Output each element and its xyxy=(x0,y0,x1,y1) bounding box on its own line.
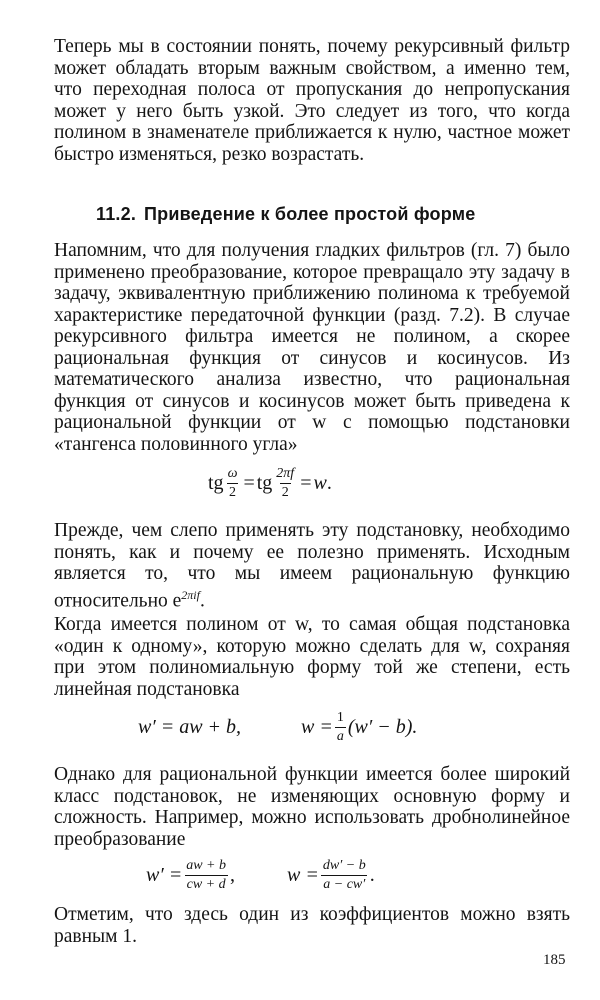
formula-3-right-lhs: w = xyxy=(287,864,319,886)
formula-2-frac-num: 1 xyxy=(336,710,344,725)
formula-1-two-b: 2 xyxy=(281,485,289,500)
formula-2-right-lhs: w = xyxy=(301,716,333,738)
intro-paragraph: Теперь мы в состоянии понять, почему рекурсивный фильтр может обладать вторым важным свойством, а именно тем, что переходная полоса от пропускания до непропускания может у него быть узкой. Это следует из того, что когда полином в знаменателе приближается к нулю, частное может быстро изменяться, резко возрастать. xyxy=(54,36,570,165)
paragraph-3: Когда имеется полином от w, то самая общая подстановка «один к одному», которую можно сделать для w, сохраняя при этом полиномиальную форму той же степени, есть линейная подстановка xyxy=(54,614,570,700)
formula-1-eq2: = xyxy=(300,472,312,494)
formula-2-frac-den: a xyxy=(336,729,344,744)
formula-1-period: . xyxy=(326,472,332,494)
formula-1-eq1: = xyxy=(243,472,255,494)
formula-3-right-frac xyxy=(321,858,368,893)
formula-3-left-end: , xyxy=(230,864,236,886)
formula-1-frac-f xyxy=(274,466,296,501)
paragraph-2-text: Прежде, чем слепо применять эту подстановку, необходимо понять, как и почему ее полезно применять. Исходным является то, что мы имеем рациональную функцию относительно e xyxy=(54,520,570,611)
paragraph-2-end: . xyxy=(199,590,205,611)
formula-3-left-den: cw + d xyxy=(186,877,226,892)
formula-1-omega: ω xyxy=(227,466,238,481)
formula-3-right-num: dw′ − b xyxy=(322,858,366,873)
paragraph-4: Однако для рациональной функции имеется более широкий класс подстановок, не изменяющих основную форму и сложность. Например, можно использовать дробнолинейное преобразование xyxy=(54,764,570,850)
formula-linear-substitution xyxy=(138,710,417,745)
formula-2-frac xyxy=(335,710,346,745)
formula-tangent-substitution xyxy=(208,466,332,501)
formula-1-w: w xyxy=(313,472,327,494)
section-heading xyxy=(96,204,475,225)
formula-2-right-rhs: (w′ − b). xyxy=(347,716,418,738)
section-title: Приведение к более простой форме xyxy=(144,204,476,224)
formula-3-right-end: . xyxy=(369,864,375,886)
paragraph-2-exponent: 2πif xyxy=(181,587,200,602)
formula-1-tg: tg xyxy=(208,472,224,494)
formula-1-two-pi-f: 2πf xyxy=(276,466,295,481)
formula-3-right-den: a − cw′ xyxy=(323,877,366,892)
paragraph-1: Напомним, что для получения гладких фильтров (гл. 7) было применено преобразование, которое превращало эту задачу в задачу, эквивалентную приближению полинома к требуемой характеристике передаточной функции (разд. 7.2). В случае рекурсивного фильтра имеется не полином, а скорее рациональная функция от синусов и косинусов. Из математического анализа известно, что рациональная функция от синусов и косинусов может быть приведена к рациональной функции от w с помощью подстановки «тангенса половинного угла» xyxy=(54,240,570,455)
formula-1-two: 2 xyxy=(229,485,236,500)
formula-3-left-lhs: w′ = xyxy=(146,864,183,886)
formula-1-tg2: tg xyxy=(256,472,273,494)
formula-2-left: w′ = aw + b, xyxy=(138,716,242,738)
formula-3-left-frac xyxy=(184,858,228,893)
page-number: 185 xyxy=(543,952,566,968)
paragraph-2 xyxy=(54,520,570,612)
formula-fractional-linear xyxy=(146,858,375,893)
paragraph-5: Отметим, что здесь один из коэффициентов можно взять равным 1. xyxy=(54,904,570,947)
formula-1-frac-omega xyxy=(226,466,240,501)
formula-3-left-num: aw + b xyxy=(186,858,227,873)
section-number: 11.2. xyxy=(96,204,137,224)
